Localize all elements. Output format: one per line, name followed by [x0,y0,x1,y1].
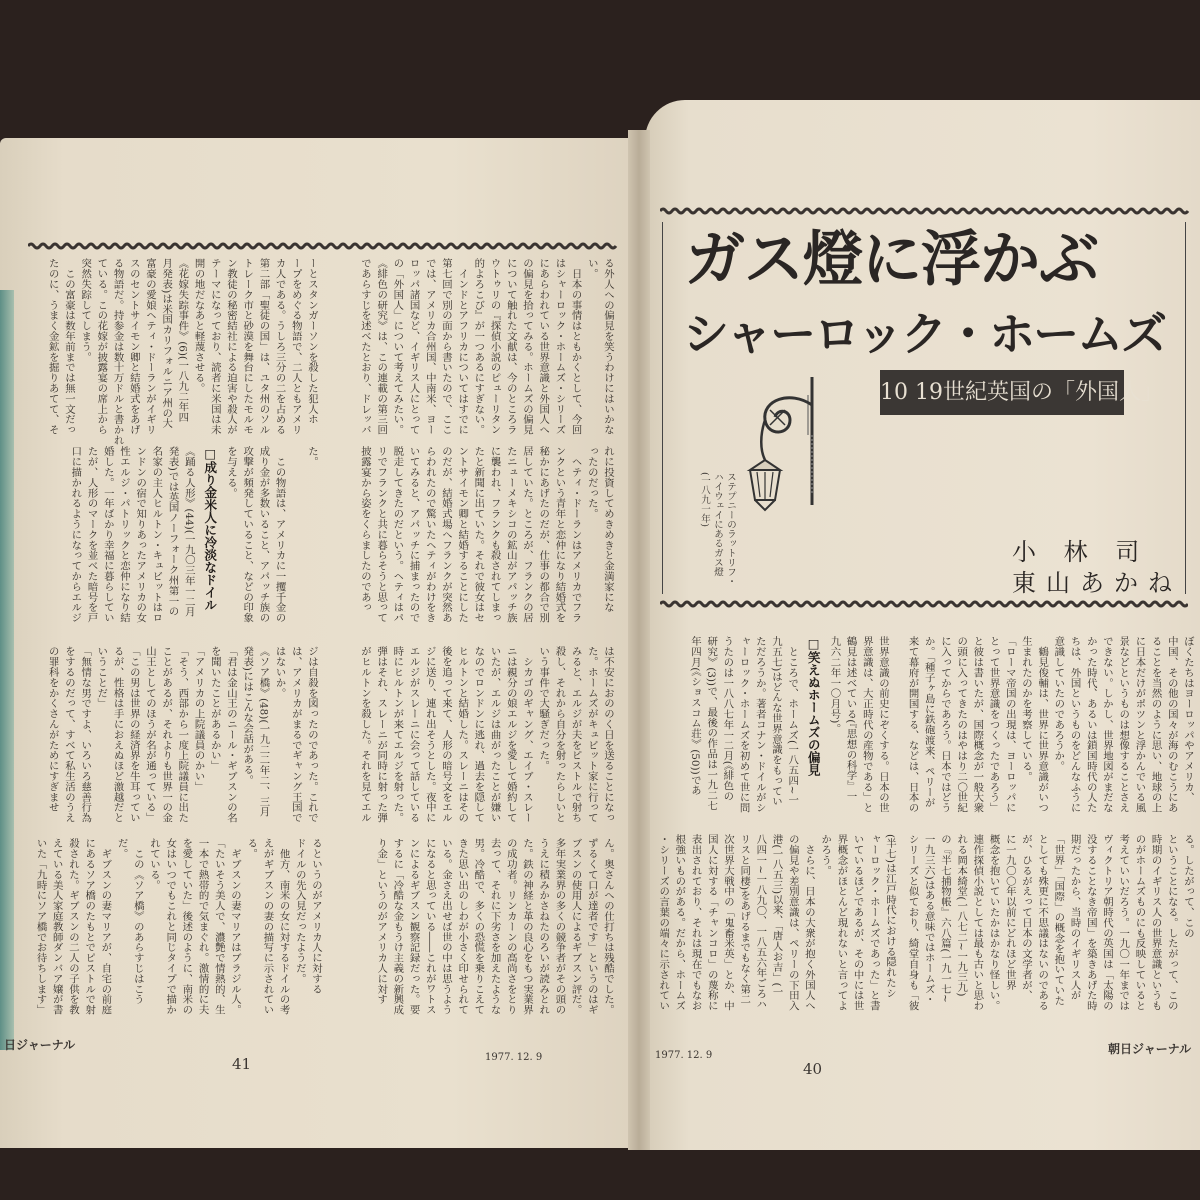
text-column-line: る。したがって、この [1182,834,1194,938]
text-column-line: リスと同棲)をあげるまでもなく第二 [738,834,751,1005]
text-column-line: る外人への偏見を笑うわけにはいかな [602,258,614,435]
text-column-line: 連作探偵小説としては最も古いと思わ [971,834,984,1011]
text-column-line: 鶴見は述べている(『思想の科学』一 [844,636,857,802]
text-column-line: ンクという青年と恋仲になり結婚式を [553,446,566,623]
text-column-line: この《ソア橋》のあらすじはこう [131,838,144,1005]
text-column-line: いる。金さえ出せば世の中は思うよう [439,838,452,1015]
body-text-block [330,646,616,834]
text-column-line: 時にヒルトンが来てエルジを射った。 [391,646,404,823]
text-column-line: 概念を抱いていたかはかなり怪しい。 [987,834,1000,1011]
text-column-line: 八四一~一八九〇、一八五六年ごろハ [754,834,767,1010]
text-column-line: 富豪の愛娘ヘティ・ドーランがイギリ [143,258,156,435]
article-title-line-1: ガス燈に浮かぶ [685,225,1098,295]
issue-date-left: 1977. 12. 9 [485,1052,543,1063]
text-column-line: の『半七捕物帳』六八篇(一九一七~ [938,834,951,1003]
text-column-line: ヴィクトリア朝時代の英国は「太陽の [1100,834,1113,1011]
text-column-line: 一九三六)はある意味ではホームズ・ [922,834,935,1005]
book-gutter [628,130,650,1150]
text-column-line: 《ソア橋》(48)(一九二二年二、三月 [257,646,270,817]
text-column-line: 去って、それに下劣さを加えたような [488,838,501,1015]
magazine-logo-left: 日ジャーナル [4,1038,76,1052]
text-column-line: としても殊更に不思議はないのである [1036,834,1049,1011]
text-column-line: とって世界意識をつくったであろう」 [987,636,1000,813]
text-column-line: ことがあるが、それよりも世界一の金 [160,646,173,823]
text-column-line: 突然失踪してしまう。 [79,258,92,362]
text-column-line: ブスンの使用人によるギブスン評だ。 [569,838,582,1015]
text-column-line: ントサイモン卿と結婚することにした [456,446,469,623]
body-text-block [652,834,898,1022]
text-column-line: 性エルジ・パトリックと恋仲になり結 [117,446,130,623]
text-column-line: リでフランクと共に暮らそうと思って [375,446,388,623]
page-edge-underneath [0,290,14,1050]
text-column-line: 研究》(3))で、最後の作品は一九二七 [705,636,718,811]
text-column-line: 山王としてのほうが名が通っている」 [143,646,156,823]
text-column-line: 鶴見俊輔は、世界に世界意識がいつ [1036,636,1049,813]
text-column-line: 日本の事情はともかくとして、今回 [569,258,582,435]
text-column-line: ただろうか。著者コナン・ドイルがシ [753,636,766,813]
caption-line: ステプニーのラットリフ・ [725,472,736,586]
text-column-line: ところで、ホームズ(一八五四~一 [786,636,799,805]
text-column-line: ーとスタンガーソンを殺した犯人ホ [306,258,318,425]
text-column-line: 「君は金山王のニール・ギブスンの名 [224,646,237,823]
text-column-line: ャーロック・ホームズであった」と書 [867,834,880,1011]
text-column-line: ん。奥さんへの仕打ちは残酷でした。 [602,838,614,1015]
text-column-line: 「無情な男ですよ、いろいろ慈善行為 [79,646,92,823]
text-column-line: 「世界」「国際」の概念を抱いていた [1052,834,1065,1006]
article-subtitle-band: 10 19世紀英国の「外国人」 [880,370,1124,415]
text-column-line: 一本で熱帯的で気まぐれ。激情的に夫 [196,838,209,1015]
left-page-wavy-rule [28,238,620,254]
text-column-line: みると、エルジが夫をピストルで射ち [569,646,582,823]
text-column-line: のがホームズものにも反映していると [1133,834,1146,1011]
text-column-line: なのでロンドンに逃れ、過去を隠して [472,646,485,823]
text-column-line: 居していた。ところが、フランクの居 [520,446,533,623]
text-column-line: 攻撃が頻発していること、などの印象 [241,446,254,623]
text-column-line: 開の地だなあと軽蔑させる。 [192,258,205,394]
text-column-line: 考えていいだろう。一九〇一年までは [1117,834,1130,1011]
text-column-line: シカゴのギャング、エイブ・スレー [520,646,533,823]
text-column-line: らわれたので驚いたヘティがわけをき [423,446,436,623]
text-column-line: れに投資してめきめきと金満家にな [602,446,614,613]
text-column-line: さらに、日本の大衆が抱く外国人へ [802,834,815,1011]
text-column-line: か。「種子ヶ島に鉄砲渡来、ペリーが [922,636,935,808]
author-name: 小 林 司 [1012,538,1150,566]
text-column-line: 「そう、西部から一度上院議員に出た [176,646,189,823]
text-column-line: の頭に入ってきたのはやはり二〇世紀 [955,636,968,813]
text-column-line: 「アメリカの上院議員のかい」 [192,646,205,792]
body-text-block [330,838,616,1026]
text-column-line: 秘かにあげたのだが、仕事の都合で別 [537,446,550,623]
text-column-line: であらすじを述べたとおり、ドレッバ [358,258,371,435]
text-column-line: 多年実業界の多くの競争者がその頭の [553,838,566,1015]
text-column-line: 「この男は世界の経済界を牛耳ってい [127,646,140,823]
text-column-line: できない。しかし、世界地図がまだな [1100,636,1113,813]
text-column-line: ン教徒の秘密結社による迫害や殺人が [224,258,237,435]
body-text-block [655,636,891,824]
text-column-line: ・シリーズの言葉の端々に示されてい [657,834,670,1011]
text-column-line: 発表)にはこんな会話がある。 [241,646,254,786]
text-column-line: 他方、南米の女に対するドイルの考 [277,838,290,1015]
text-column-line: エルジがスレーニに会って話している [407,646,420,823]
caption-line: (一八九一年) [699,472,710,527]
text-column-line: シリーズと似ており、綺堂自身も「彼 [906,834,919,1011]
author-name: 東山あかね [1012,569,1182,597]
text-column-line: テーマになっており、読者に米国は未 [208,258,221,435]
text-column-line: では、アメリカ合州国、中南米、ヨー [423,258,436,435]
section-heading: □笑えぬホームズの偏見 [806,636,822,776]
text-column-line: この富豪は数年前までは無一文だっ [62,258,75,435]
text-column-line: 殺された。ギブスンの二人の子供を教 [66,838,79,1015]
text-column-line: を与える。 [224,446,237,498]
text-column-line: 九五七)はどんな世界意識をもってい [769,636,782,807]
page-number-right: 40 [803,1060,823,1078]
text-column-line: 「ローマ帝国の出現は、ヨーロッパに [1003,636,1016,813]
text-column-line: 国人に対する「チャンコロ」の蔑称に [705,834,718,1011]
text-column-line: 意識していたのであろうか。 [1052,636,1065,772]
caption-line: ハイウェイにあるガス燈 [712,472,723,577]
text-column-line: ということになる。したがって、この [1165,834,1178,1011]
text-column-line: いているほどであるが、その中には世 [851,834,864,1011]
text-column-line: かろう。 [819,834,832,876]
text-column-line: 口に描かれるようになってからエルジ [69,446,82,623]
text-column-line: になると思っている――これがワトス [423,838,436,1015]
text-column-line: ドイルの先入見だったようだ。 [293,838,306,984]
text-column-line: 月発表)は米国カリフォルニア州の大 [160,258,173,429]
body-text-block [330,446,616,634]
magazine-logo-right: 朝日ジャーナル [1108,1042,1192,1056]
text-column-line: れている。 [147,838,160,890]
text-column-line: ることを当然のように思い、地球の上 [1149,636,1162,813]
text-column-line: だ。 [115,838,128,859]
text-column-line: に日本だけがポツンと浮かんでいる風 [1133,636,1146,813]
text-column-line: インドとアフリカについてはすでに [456,258,469,435]
text-column-line: の偏見を拾ってみる。ホームズの偏見 [520,258,533,435]
text-column-line: 第七回で別の面から書いたので、ここ [439,258,452,435]
text-column-line: ヘティ・ドーランはアメリカでフラ [569,446,582,623]
text-column-line: 男。冷酷で、多くの恐慌を乗りこえて [472,838,485,1015]
gas-lamp-illustration [740,375,830,515]
article-title-line-2: シャーロック・ホームズ [683,307,1166,361]
text-column-line: の罪科をかくさんがためにすぎませ [46,646,59,813]
text-column-line: ヒルトンと結婚した。スレーニはその [456,646,469,823]
text-column-line: れる岡本綺堂(一八七二~一九三九) [955,834,968,997]
text-column-line: 景などというものは想像することさえ [1117,636,1130,813]
text-column-line: 中国、その他の国々が海のむこうにあ [1165,636,1178,813]
text-column-line: 《緋色の研究》は、この連載の第三回 [375,258,388,435]
text-column-line: 世界意識の前史にぞくする。日本の世 [877,636,889,813]
text-column-line: ロッパ諸国など、イギリス人にとって [407,258,420,435]
body-text-block [28,258,320,446]
text-column-line: るというのがアメリカ人に対する [310,838,322,994]
text-column-line: る。 [245,838,258,859]
text-column-line: 弾はそれ、スレーニが同時に射った弾 [375,646,388,823]
text-column-line: 後を追って来て、人形の暗号文をエル [439,646,452,823]
text-column-line: のだが、結婚式場へフランクが突然あ [439,446,452,623]
text-column-line: 年四月(《ショスコム荘》(50))であ [688,636,701,796]
body-text-block [28,838,324,1026]
text-column-line: ンによるギブスン観察記録だった。要 [407,838,420,1015]
text-column-line: きた思い出のしわが小さく印せられて [456,838,469,1015]
text-column-line: 女はいつでもこれと同じタイプで描か [164,838,177,1015]
text-column-line: 界意識は、大正時代の産物である」と [860,636,873,813]
text-column-line: 成り金が多数いること、アパッチ族の [257,446,270,623]
text-column-line: をするのだって、すべて私生活のうえ [62,646,75,823]
text-column-line: いてみると、アパッチに捕まったので [407,446,420,623]
text-column-line: ニは親分の娘エルジを愛して婚約して [504,646,517,823]
text-column-line: はないか。 [273,646,286,698]
text-column-line: たが、人形のマークを並べた暗号を戸 [85,446,98,623]
page-number-left: 41 [232,1055,252,1073]
text-column-line: うえに積みかさねたのろいが読みとれ [537,838,550,1015]
text-column-line: ギブスンの妻マリアが、自宅の前庭 [99,838,112,1015]
section-heading: □成り金米人に冷淡なドイル [202,446,218,611]
text-column-line: うたのは一八八七年一二月(《緋色の [721,636,734,802]
text-column-line: ャーロック・ホームズを初めて世に問 [737,636,750,813]
text-column-line: る物語だ。持参金は数十万ドルと書かれ [111,258,124,446]
text-column-line: の成功者。リンカーンの高尚さをとり [504,838,517,1015]
text-column-line: 《踊る人形》(44)(一九〇三年一二月 [182,446,195,617]
text-column-line: た。 [306,446,318,467]
text-column-line: えがギブスンの妻の描写に示されてい [261,838,274,1015]
text-column-line: り金」というのがアメリカ人に対す [375,838,388,1005]
text-column-line: いうことだ」 [95,646,108,709]
text-column-line: ている。この花嫁が披露宴の席上から [95,258,108,435]
text-column-line: は、アメリカがまるでギャング王国で [289,646,302,823]
text-column-line: トレーク市と砂漠を舞台にしたモルモ [241,258,254,435]
text-column-line: 的よろこび』が一つあるにすぎない。 [472,258,485,435]
text-column-line: かった時代、あるいは鎖国時代の人た [1084,636,1097,813]
text-column-line: 発表)では英国ノーフォーク州第一の [166,446,179,617]
body-text-block [900,636,1196,824]
text-column-line: に一九〇〇年以前にどれほど世界 [1003,834,1016,990]
text-column-line: 脱走してきたのだという。ヘティはパ [391,446,404,623]
text-column-line: 殺し、それから自分を射ったらしいと [553,646,566,823]
text-column-line: 表出されており、それは現在でもなお [689,834,702,1011]
text-column-line: 時期のイギリス人の世界意識というも [1149,834,1162,1011]
text-column-line: 披露宴から姿をくらましたのであっ [358,446,371,613]
text-column-line: ンドンの宿で知りあったアメリカの女 [134,446,147,623]
text-column-line: 界概念がほとんど現れないと言ってよ [835,834,848,1011]
body-text-block [28,646,320,834]
text-column-line: ジに送り、連れ出そうとした。夜中に [423,646,436,823]
text-column-line: たニューメキシコの鉱山がアパッチ族 [504,446,517,623]
text-column-line: について触れた文献は、今のところラ [504,258,517,435]
text-column-line: の偏見や差別意識は、ペリーの下田入 [786,834,799,1011]
text-column-line: 第二部「聖徒の国」は、ユタ州のソル [257,258,270,435]
text-column-line: するに「冷酷な金もうけ主義の新興成 [391,838,404,1015]
text-column-line: を聞いたことがあるかい」 [208,646,221,771]
text-column-line: 九六二年一〇月号)。 [828,636,841,734]
text-column-line: 港(一八五三)以来、「唐人お吉」(一 [770,834,783,997]
text-column-line: ぼくたちはヨーロッパやアメリカ、 [1182,636,1194,803]
text-column-line: 「たいそう美人で、濃艶で情熱的、生 [212,838,225,1015]
text-column-line: るが、性格は手におえぬほど激越だと [111,646,124,823]
lamp-caption [698,472,737,592]
body-text-block [900,834,1196,1022]
text-column-line: に入ってからであろう。日本ではどう [938,636,951,813]
text-column-line: 期だったから、当時のイギリス人が [1068,834,1081,1001]
text-column-line: スのセントサイモン卿と結婚式をあげ [127,258,140,435]
text-column-line: この物語は、アメリカに一攫千金の [273,446,286,623]
text-column-line: ギブスンの妻マリアはブラジル人。 [228,838,241,1015]
text-column-line: いたが、エルジは曲がったことが嫌い [488,646,501,823]
text-column-line: た。鉄の神経と革の良心をもつ実業界 [520,838,533,1015]
text-column-line: 名家の主人ヒルトン・キュビットはロ [150,446,163,623]
text-column-line: いた「九時にソア橋でお待ちします」 [34,838,47,1015]
text-column-line: 根強いものがある。だから、ホームズ [673,834,686,1011]
text-column-line: に襲われ、フランクも殺されてしまっ [488,446,501,623]
text-column-line: ープをめぐる物語で、二人ともアメリ [289,258,302,435]
text-column-line: たと新聞に出ていた。それで彼女はセ [472,446,485,623]
text-column-line: がヒルトンを殺した。それを見てエル [358,646,371,823]
title-box-bottom-wavy-rule [660,596,1188,612]
text-column-line: にあるソア橋のたもとでピストルで射 [83,838,96,1015]
text-column-line: いう事件で大騒ぎだった。 [537,646,550,771]
text-column-line: (半七)は江戸時代における隠れたシ [884,834,896,999]
text-column-line: ちは、外国というものをどんなふうに [1068,636,1081,813]
text-column-line: えている美人家庭教師ダンバア嬢が書 [50,838,63,1015]
text-column-line: の「外国人」について考えてみたい。 [391,258,404,435]
text-column-line: カ人である。うしろ三分の二を占める [273,258,286,435]
body-text-block [28,446,320,634]
text-column-line: 没することなき帝国」を築きあげた時 [1084,834,1097,1011]
text-column-line: は不安におののく日を送ることになっ [602,646,614,823]
text-column-line: たのに、うまく金鉱を掘りあてて、そ [46,258,59,435]
text-column-line: ったのだった。 [585,446,598,519]
issue-date-right: 1977. 12. 9 [655,1050,713,1061]
text-column-line: ずるくて口が達者です」というのはギ [585,838,598,1015]
text-column-line: が、ひるがえって日本の文学者が、 [1019,834,1032,1001]
text-column-line: ジは自殺を図ったのであった。これで [306,646,318,823]
text-column-line: い。 [585,258,598,279]
text-column-line: 来て幕府が開国する、などは、日本の [906,636,919,813]
text-column-line: を愛していた」後述のように、南米の [180,838,193,1015]
body-text-block [330,258,616,446]
text-column-line: はシャーロック・ホームズ・シリーズ [553,258,566,435]
text-column-line: 生まれたのかを考察している。 [1019,636,1032,782]
text-column-line: にあらわれている世界意識と外国人へ [537,258,550,435]
text-column-line: 《花嫁失踪事件》(6)(一八九二年四 [176,258,189,423]
text-column-line: 次世界大戦中の「鬼畜米英」とか、中 [721,834,734,1011]
text-column-line: た。ホームズがキュビット家に行って [585,646,598,823]
text-column-line: と彼は書いたが、国際概念が一般大衆 [971,636,984,813]
text-column-line: ウトゥリの『探偵小説のピューリタン [488,258,501,435]
text-column-line [288,446,304,634]
text-column-line: 婚した。一年ばかり幸福に暮らしてい [101,446,114,623]
